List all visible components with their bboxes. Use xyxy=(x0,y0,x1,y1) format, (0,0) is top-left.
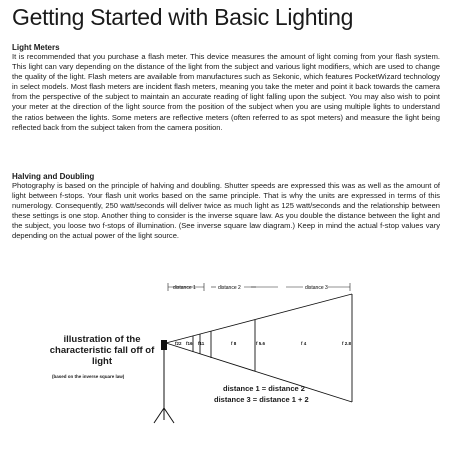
section-body-halving-doubling: Photography is based on the principle of halving and doubling. Shutter speeds are expressed this was as well as the amount of light between f-stops. Your flash unit works based on the same principle. That is why the units are expressed in terms of this numerology. Consequently, 250 watt/seconds will deliver twice as much light as 125 watt/seconds and the relationship between these settings is one stop. Another thing to consider is the inverse square law. As you double the distance between the light and the subject, you loose two f-stops of illumination. (See inverse square law diagram.) Keep in mind the actual f-stop values vary depending on the actual power of the light source. xyxy=(12,181,440,241)
distance-label-3: distance 3 xyxy=(305,285,328,291)
page-title: Getting Started with Basic Lighting xyxy=(12,4,354,30)
diagram-caption: illustration of the characteristic fall off of light xyxy=(49,334,155,367)
equation-distance-3: distance 3 = distance 1 + 2 xyxy=(214,395,309,404)
fstop-label-f4: f 4 xyxy=(301,341,307,346)
diagram-caption-note: (based on the inverse square law) xyxy=(52,374,125,379)
fstop-label-f11: f11 xyxy=(198,341,205,346)
light-stand-icon xyxy=(154,350,174,423)
flash-head-icon xyxy=(161,340,167,350)
distance-label-1: distance 1 xyxy=(173,285,196,291)
section-heading-halving-doubling: Halving and Doubling xyxy=(12,172,95,181)
distance-label-2: distance 2 xyxy=(218,285,241,291)
fstop-label-f22: f22 xyxy=(175,341,182,346)
section-body-light-meters: It is recommended that you purchase a flash meter. This device measures the amount of light coming from your flash system. This light can vary depending on the distance of the light from the subject and various light modifiers, which are used to change the quality of the light. Flash meters are available from manufactures such as Sekonic, which features PocketWizard technology in select models. Most flash meters are incident flash meters, meaning you take the meter and point it back towards the camera from the perspective of the subject to maintain an accurate reading of light falling upon the subject. You may also wish to point your meter at the direction of the light source from the position of the subject when you are using multiple lights to understand the ratios between the lights. Some meters are reflective meters (often referred to as spot meters) and measure the light being reflected back from the subject taken from the camera position. xyxy=(12,52,440,132)
fstop-label-f16: f16 xyxy=(186,341,193,346)
fstop-label-f5-6: f 5.6 xyxy=(256,341,266,346)
section-heading-light-meters: Light Meters xyxy=(12,43,60,52)
fstop-label-f2-8: f 2.8 xyxy=(342,341,352,346)
fstop-label-f8: f 8 xyxy=(231,341,237,346)
equation-distance-1: distance 1 = distance 2 xyxy=(223,384,305,393)
